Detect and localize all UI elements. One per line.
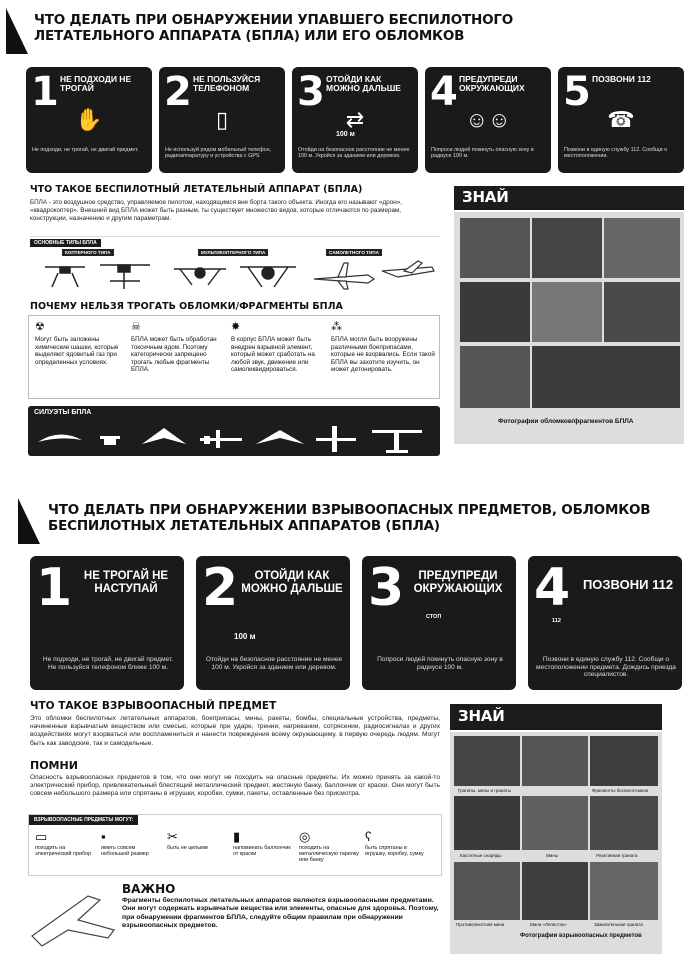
object-item	[101, 829, 163, 857]
type-plane-label: САМОЛЕТНОГО ТИПА	[326, 249, 382, 256]
copter-drones-icon	[40, 257, 160, 293]
photo-uav-fragments	[590, 736, 658, 786]
toy-bear-icon: ʕ	[365, 829, 372, 844]
step-heading: ПОЗВОНИ 112	[582, 577, 674, 592]
object-label: быть спрятаны в игрушку, коробку, сумку	[365, 845, 424, 858]
reason-item: ✸ В корпус БПЛА может быть внедрен взрывной элемент, который может сработать на любой звук, движение или самоликвидироваться.	[231, 321, 329, 374]
object-item	[233, 829, 295, 857]
photo-rocket-grenade	[590, 796, 658, 850]
what-uav-text: БПЛА - это воздушное средство, управляемое пилотом, находящимся вне борта такого объекта. Иногда его называют «дрон», «квадрокоптер». Внешний вид БПЛА может быть разным, ты существует множество видов, которые отличаются по размерам, конструкции, назначению и другим параметрам.	[30, 199, 402, 222]
distance-label: 100 м	[336, 131, 355, 138]
section1-steps	[26, 67, 684, 173]
important-text: Фрагменты беспилотных летательных аппаратов являются взрывоопасными предметами. Они могут содержать взрывчатые вещества или элементы, опасные для здоровья. Поэтому, при обнаружении фрагментов БПЛА, следуйте общим правилам при обнаружении взрывоопасных предметов.	[122, 897, 439, 929]
photo-incendiary	[590, 862, 658, 920]
object-label: походить на электрический прибор	[35, 845, 92, 858]
step-description: Позвони в единую службу 112. Сообщи о местоположении предмета. Дождись приезда специалистов.	[536, 656, 676, 679]
uav-wing-icon	[28, 886, 118, 950]
battery-icon: ▭	[35, 829, 48, 844]
what-explosive-title: ЧТО ТАКОЕ ВЗРЫВООПАСНЫЙ ПРЕДМЕТ	[30, 700, 277, 712]
photo-wreck	[460, 218, 530, 278]
step-description: Попроси людей покинуть опасную зону в радиусе 100 м.	[377, 656, 503, 671]
silhouettes-label: СИЛУЭТЫ БПЛА	[34, 409, 92, 416]
type-copter-label: КОПТЕРНОГО ТИПА	[62, 249, 114, 256]
people-icon: ☺☺	[465, 107, 511, 132]
phone-number-label: 112	[552, 618, 561, 624]
photo-wreck	[604, 218, 680, 278]
uav-photos-grid	[454, 212, 684, 444]
uav-types-label: ОСНОВНЫЕ ТИПЫ БПЛА	[30, 239, 101, 247]
object-item	[167, 829, 229, 851]
object-label: быть не целыми	[167, 845, 208, 851]
know-label-1: ЗНАЙ	[454, 186, 684, 210]
multicopter-drones-icon	[170, 257, 300, 293]
uav-photos-caption: Фотографии обломков/фрагментов БПЛА	[498, 418, 634, 425]
photo-cluster	[454, 796, 520, 850]
important-title: ВАЖНО	[122, 882, 176, 896]
step-description: Позвони в единую службу 112. Сообщи о местоположении.	[564, 147, 668, 160]
step-card	[558, 67, 684, 173]
object-label: напоминать баллончик от краски	[233, 845, 291, 858]
photo-label: Реактивная граната	[596, 853, 638, 858]
broken-icon: ✂	[167, 829, 178, 844]
photo-wreck	[532, 218, 602, 278]
silhouettes-panel	[28, 406, 440, 456]
object-label: походить на металлическую тарелку или банку	[299, 845, 359, 864]
skull-icon: ☠	[131, 321, 141, 333]
photo-uav-fragments	[522, 736, 588, 786]
fire-truck-icon: ☎	[607, 107, 635, 132]
corner-triangle	[6, 8, 28, 54]
phone-icon: ▯	[215, 107, 229, 132]
objects-panel	[28, 814, 442, 876]
step-number: 1	[36, 558, 73, 618]
step-number: 2	[164, 69, 192, 115]
reason-item: ☠ БПЛА может быть обработан токсичным ядом. Поэтому категорически запрещено трогать любые фрагменты БПЛА.	[131, 321, 227, 374]
know-label-2: ЗНАЙ	[450, 704, 662, 730]
distance-label: 100 м	[234, 632, 256, 641]
reason-item: ☢ Могут быть заложены химические шашки, которые выделяют ядовитый газ при определенных условиях.	[35, 321, 127, 366]
important-panel	[28, 880, 442, 952]
explosion-icon: ✸	[231, 321, 241, 333]
step-card	[425, 67, 551, 173]
object-item	[299, 829, 361, 864]
step-description: Не подходи, не трогай, не двигай предмет. Не пользуйся телефоном ближе 100 м.	[42, 656, 174, 671]
step-heading: ПРЕДУПРЕДИ ОКРУЖАЮЩИХ	[459, 74, 525, 94]
stop-sign-label: СТОП	[426, 614, 442, 620]
section1-title: ЧТО ДЕЛАТЬ ПРИ ОБНАРУЖЕНИИ УПАВШЕГО БЕСПИЛОТНОГО ЛЕТАТЕЛЬНОГО АППАРАТА (БПЛА) ИЛИ ЕГО ОБЛОМКОВ	[34, 12, 514, 44]
corner-triangle	[18, 498, 40, 544]
photo-label: Мина «Лепесток»	[530, 922, 567, 927]
step-card	[26, 67, 152, 173]
photo-label: Мины	[546, 853, 558, 858]
spray-can-icon: ▮	[233, 829, 241, 844]
photo-antipersonnel	[454, 862, 520, 920]
step-card	[196, 556, 350, 690]
photo-label: Кассетные снаряды	[460, 853, 502, 858]
remember-title: ПОМНИ	[30, 759, 78, 772]
ammo-icon: ⁂	[331, 321, 342, 333]
step-number: 4	[430, 69, 458, 115]
photo-label: Зажигательная граната	[594, 922, 643, 927]
step-card	[362, 556, 516, 690]
toxic-gas-icon: ☢	[35, 321, 45, 333]
photo-petal-mine	[522, 862, 588, 920]
step-heading: ПОЗВОНИ 112	[592, 74, 651, 84]
photo-label: Противопехотная мина	[456, 922, 505, 927]
photo-label: Гранаты, мины и гранаты	[458, 788, 512, 793]
why-title: ПОЧЕМУ НЕЛЬЗЯ ТРОГАТЬ ОБЛОМКИ/ФРАГМЕНТЫ БПЛА	[30, 301, 343, 312]
uav-types-panel	[30, 236, 440, 294]
type-multicopter-label: МУЛЬТИКОПТЕРНОГО ТИПА	[198, 249, 268, 256]
explosive-photos-grid	[450, 732, 662, 954]
step-number: 1	[31, 69, 59, 115]
reasons-panel	[28, 315, 440, 399]
photo-wreck	[460, 282, 530, 342]
step-heading: ПРЕДУПРЕДИ ОКРУЖАЮЩИХ	[413, 570, 503, 595]
step-heading: ОТОЙДИ КАК МОЖНО ДАЛЬШЕ	[241, 570, 343, 595]
step-heading: НЕ ПОЛЬЗУЙСЯ ТЕЛЕФОНОМ	[193, 74, 261, 94]
step-heading: ОТОЙДИ КАК МОЖНО ДАЛЬШЕ	[326, 74, 401, 94]
step-card	[292, 67, 418, 173]
what-explosive-text: Это обломки беспилотных летательных аппаратов, боеприпасы, мины, ракеты, бомбы, специальные устройства, предметы, начиненные взрывчатым веществом или смесью, которые при ударе, трении, нагревании, сотрясении, радиосигналах и других воздействиях могут взорваться или воспламениться и нанести повреждения всему окружающему, в первую очередь людям. Могут быть как заводские, так и самодельные.	[30, 715, 440, 747]
photo-label: Фрагменты беспилотников	[592, 788, 648, 793]
object-item	[35, 829, 97, 857]
step-description: Попроси людей покинуть опасную зону в радиусе 100 м.	[431, 147, 534, 160]
step-card	[30, 556, 184, 690]
explosive-photos-caption: Фотографии взрывоопасных предметов	[520, 933, 642, 939]
photo-wreck	[604, 282, 680, 342]
photo-mine	[522, 796, 588, 850]
hand-stop-icon: ✋	[75, 107, 103, 132]
walk-away-icon: ⇄	[345, 107, 365, 132]
step-number: 2	[202, 558, 239, 618]
step-description: Не подходи, не трогай, не двигай предмет.	[32, 147, 139, 153]
section2-title: ЧТО ДЕЛАТЬ ПРИ ОБНАРУЖЕНИИ ВЗРЫВООПАСНЫХ ПРЕДМЕТОВ, ОБЛОМКОВ БЕСПИЛОТНЫХ ЛЕТАТЕЛЬНЫХ АППАРАТОВ (БПЛА)	[48, 502, 651, 534]
photo-grenades	[454, 736, 520, 786]
step-card	[159, 67, 285, 173]
can-icon: ◎	[299, 829, 311, 844]
step-description: Не используй рядом мобильный телефон, радиоаппаратуру и устройства с GPS	[165, 147, 272, 160]
step-card	[528, 556, 682, 690]
step-number: 5	[563, 69, 591, 115]
step-heading: НЕ ТРОГАЙ НЕ НАСТУПАЙ	[83, 570, 169, 595]
photo-wreck	[532, 282, 602, 342]
photo-wreck	[532, 346, 680, 408]
uav-silhouettes-icon	[34, 420, 434, 454]
reason-item: ⁂ БПЛА могли быть вооружены различными боеприпасами, которые не взорвались. Если такой БПЛА вы захотите изучить, он может детонировать.	[331, 321, 435, 374]
objects-label: ВЗРЫВООПАСНЫЕ ПРЕДМЕТЫ МОГУТ:	[29, 815, 138, 825]
remember-text: Опасность взрывоопасных предметов в том, что они могут не походить на опасные предметы. Их можно принять за какой-то электрический прибор, привлекательный блестящий металлический предмет, жестяную банку, баллончик от краски. Они могут быть совсем небольшого размера или спрятаны в игрушки, коробки, сумки, пакеты, оставленные без присмотра.	[30, 774, 440, 798]
section2-steps	[30, 556, 682, 690]
step-heading: НЕ ПОДХОДИ НЕ ТРОГАЙ	[60, 74, 132, 94]
small-object-icon: ▪	[101, 829, 106, 844]
object-item	[365, 829, 427, 857]
step-number: 3	[368, 558, 405, 618]
photo-wreck	[460, 346, 530, 408]
step-description: Отойди на безопасное расстояние не менее 100 м. Укройся за зданием или деревом.	[298, 147, 410, 160]
step-number: 4	[534, 558, 571, 618]
plane-drones-icon	[308, 257, 438, 293]
step-description: Отойди на безопасное расстояние не менее 100 м. Укройся за зданием или деревом.	[205, 656, 343, 671]
object-label: иметь совсем небольшой размер	[101, 845, 149, 858]
step-number: 3	[297, 69, 325, 115]
what-uav-title: ЧТО ТАКОЕ БЕСПИЛОТНЫЙ ЛЕТАТЕЛЬНЫЙ АППАРАТ (БПЛА)	[30, 184, 363, 195]
